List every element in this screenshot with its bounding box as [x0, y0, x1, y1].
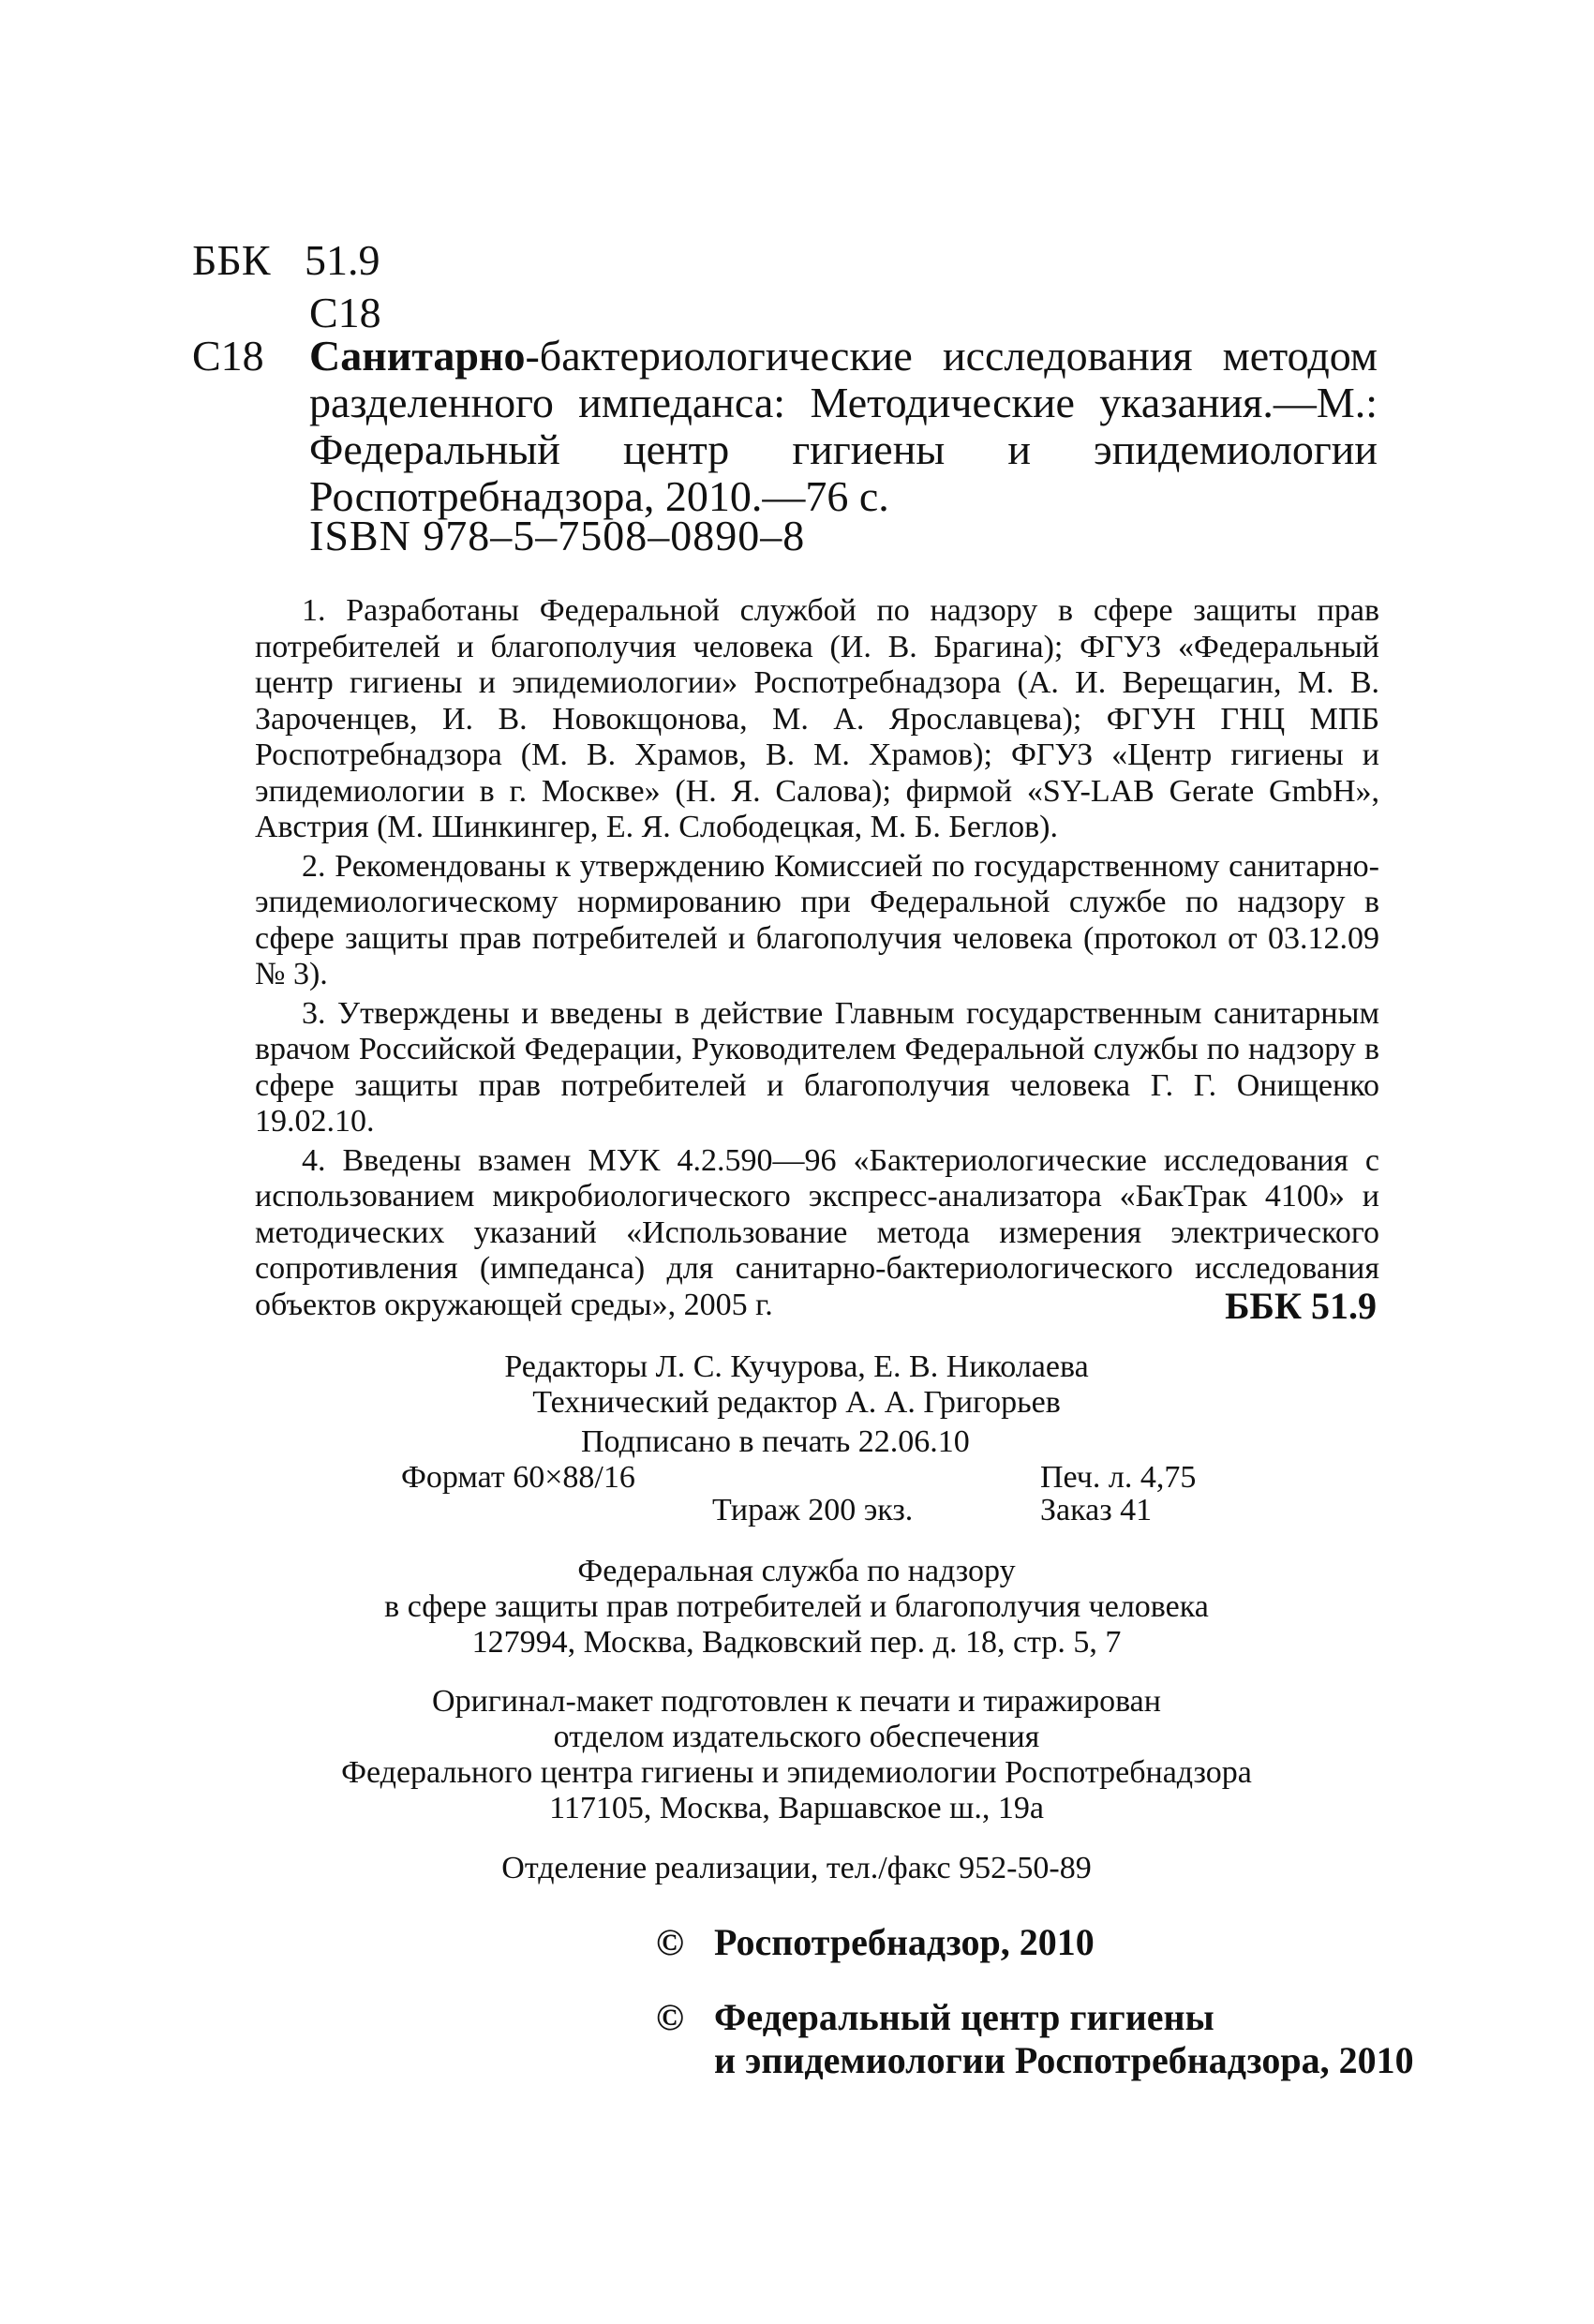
- bbk-right: ББК 51.9: [1225, 1285, 1377, 1327]
- entry-description: [309, 333, 1378, 520]
- print-run: Тираж 200 экз.: [712, 1493, 914, 1527]
- note-3: 3. Утверждены и введены в действие Главным государственным санитарным врачом Российской Федерации, Руководителем Федеральной службы по надзору в сфере защиты прав потребителей и благополучия человека Г. Г. Онищенко 19.02.10.: [255, 995, 1379, 1139]
- editors: Редакторы Л. С. Кучурова, Е. В. Николаева: [504, 1349, 1089, 1384]
- publisher-line: Федеральная служба по надзору: [577, 1554, 1016, 1588]
- copyright-2: [656, 1996, 1414, 2082]
- order-number: Заказ 41: [1040, 1493, 1153, 1527]
- publisher-line: в сфере защиты прав потребителей и благополучия человека: [384, 1589, 1209, 1624]
- sales-contact: Отделение реализации, тел./факс 952-50-89: [501, 1851, 1092, 1885]
- printer-line: отделом издательского обеспечения: [553, 1720, 1040, 1754]
- signed-to-print: Подписано в печать 22.06.10: [581, 1424, 970, 1459]
- bbk-label: ББК: [192, 236, 271, 284]
- printer-block: [187, 1684, 1406, 1826]
- bbk-classification: [192, 234, 381, 336]
- format: Формат 60×88/16: [401, 1460, 635, 1495]
- entry-title-bold: Санитарно: [309, 332, 526, 380]
- tech-editor: Технический редактор А. А. Григорьев: [532, 1385, 1061, 1420]
- printer-address: 117105, Москва, Варшавское ш., 19а: [549, 1791, 1044, 1825]
- entry-title-rest: -бактериологические исследования методом разделенного импеданса: Методические указания.—М.: Федеральный центр гигиены и эпидемиологии Роспотребнадзора, 2010.—76 с.: [309, 332, 1378, 520]
- copyright-2-text-b: и эпидемиологии Роспотребнадзора, 2010: [714, 2039, 1414, 2081]
- bbk-code: 51.9: [305, 236, 380, 284]
- printed-sheets: Печ. л. 4,75: [1040, 1460, 1197, 1495]
- copyright-2-text-a: Федеральный центр гигиены: [714, 1996, 1214, 2038]
- copyright-1-text: Роспотребнадзор, 2010: [714, 1921, 1095, 1963]
- isbn: ISBN 978–5–7508–0890–8: [309, 512, 806, 559]
- copyright-1: [656, 1921, 1095, 1964]
- copyright-icon: ©: [656, 1921, 684, 1963]
- note-2: 2. Рекомендованы к утверждению Комиссией по государственному санитарно-эпидемиологическому нормированию при Федеральной службе по надзору в сфере защиты прав потребителей и благополучия человека (протокол от 03.12.09 № 3).: [255, 848, 1379, 991]
- bibliographic-entry: [192, 333, 1378, 520]
- note-1: 1. Разработаны Федеральной службой по надзору в сфере защиты прав потребителей и благополучия человека (И. В. Брагина); ФГУЗ «Федеральный центр гигиены и эпидемиологии» Роспотребнадзора (А. И. Верещагин, М. В. Зароченцев, И. В. Новокщонова, М. А. Ярославцева); ФГУН ГНЦ МПБ Роспотребнадзора (М. В. Храмов, В. М. Храмов); ФГУЗ «Центр гигиены и эпидемиологии в г. Москве» (Н. Я. Салова); фирмой «SY-LAB Gerate GmbH», Австрия (М. Шинкингер, Е. Я. Слободецкая, М. Б. Беглов).: [255, 593, 1379, 844]
- printer-line: Оригинал-макет подготовлен к печати и тиражирован: [432, 1684, 1161, 1719]
- note-4: 4. Введены взамен МУК 4.2.590—96 «Бактериологические исследования с использованием микробиологического экспресс-анализатора «БакТрак 4100» и методических указаний «Использование метода измерения электрического сопротивления (импеданса) для санитарно-бактериологического исследования объектов окружающей среды», 2005 г.: [255, 1142, 1379, 1322]
- copyright-icon: ©: [656, 1996, 684, 2038]
- publisher-block: [187, 1554, 1406, 1661]
- publisher-address: 127994, Москва, Вадковский пер. д. 18, стр. 5, 7: [471, 1625, 1122, 1660]
- entry-index: С18: [192, 332, 264, 380]
- author-mark: С18: [309, 289, 381, 336]
- printer-line: Федерального центра гигиены и эпидемиологии Роспотребнадзора: [341, 1755, 1252, 1790]
- credits-notes: [255, 593, 1379, 1326]
- editors-block: [187, 1349, 1406, 1421]
